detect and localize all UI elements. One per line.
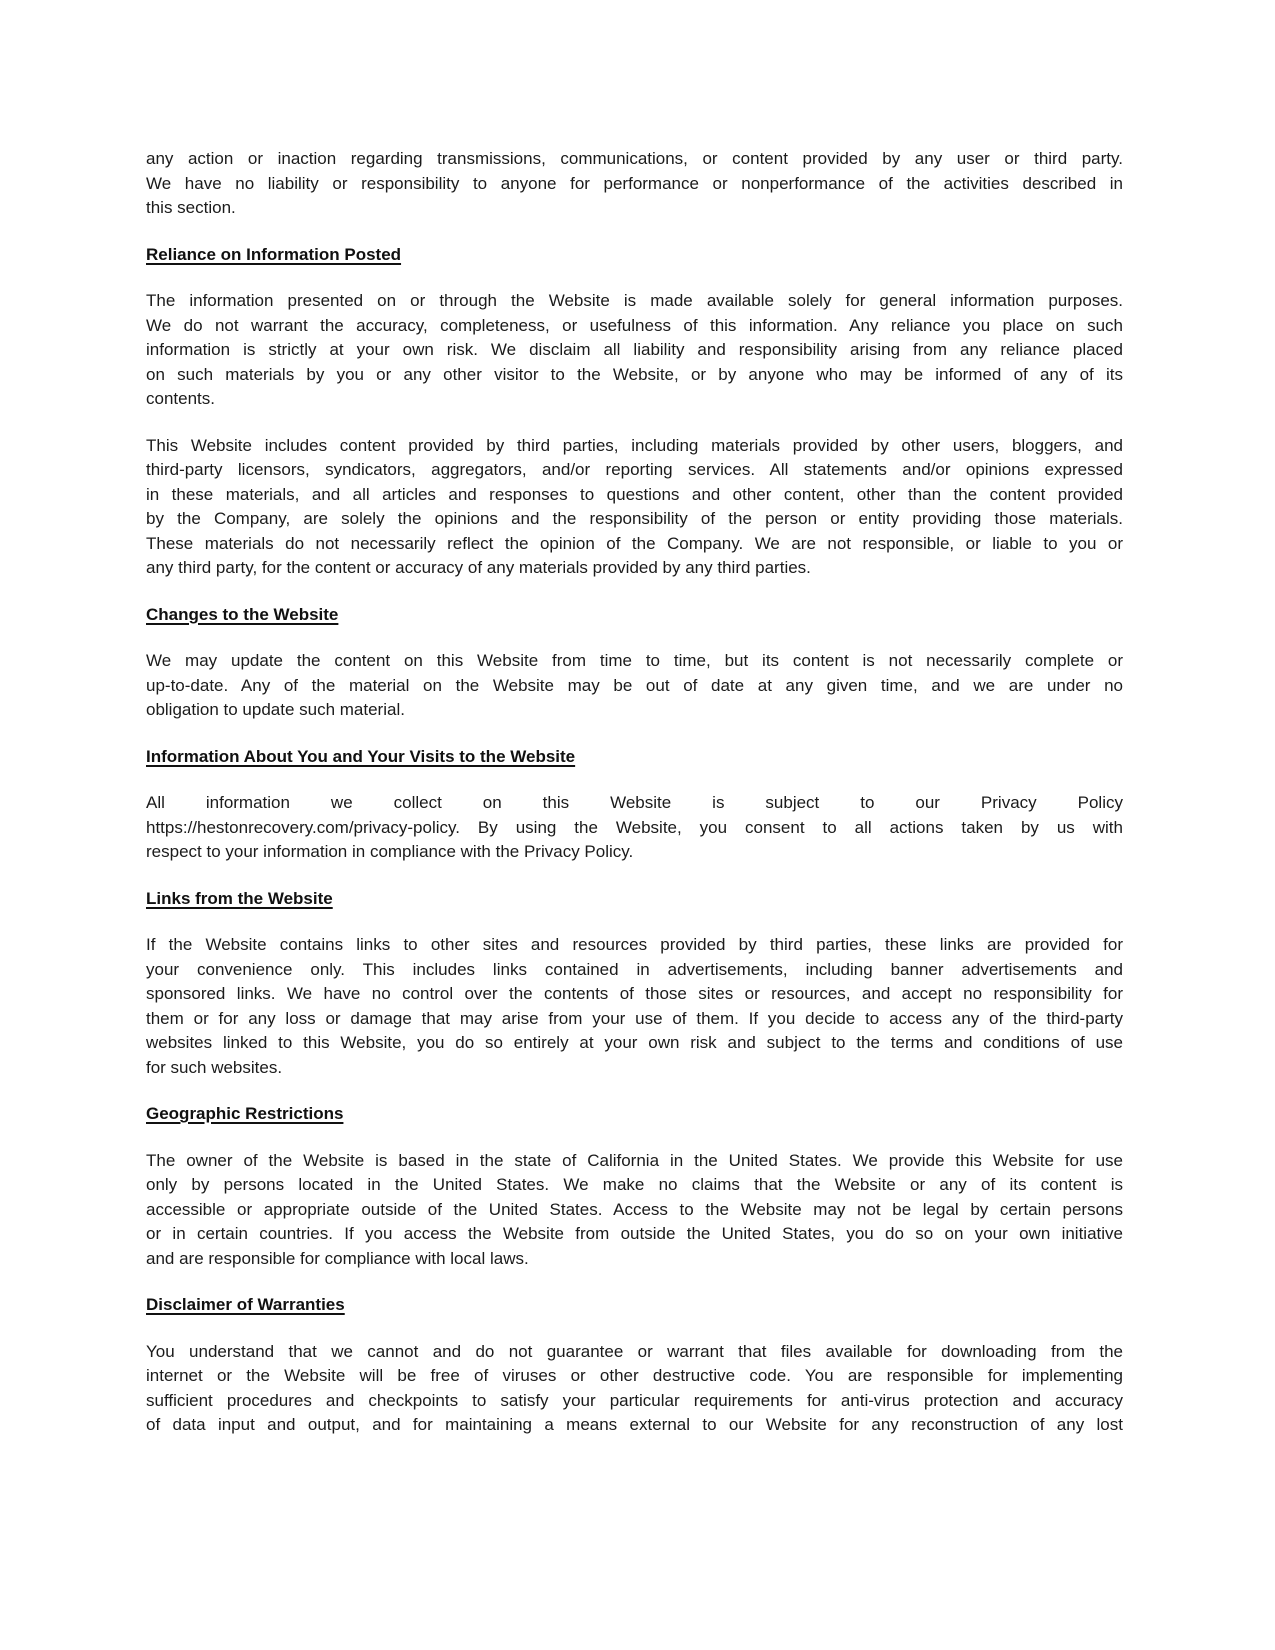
paragraph	[146, 147, 1123, 221]
text-line: internet or the Website will be free of viruses or other destructive code. You are responsible for implementing	[146, 1366, 1123, 1385]
text-line: this section.	[146, 198, 236, 217]
text-line: We have no liability or responsibility to anyone for performance or nonperformance of the activities described in	[146, 173, 1123, 193]
text-line: of data input and output, and for maintaining a means external to our Website for any reconstruction of any lost	[146, 1415, 1123, 1434]
text-line: on such materials by you or any other visitor to the Website, or by anyone who may be informed of any of its	[146, 364, 1123, 384]
text-line: accessible or appropriate outside of the United States. Access to the Website may not be legal by certain persons	[146, 1199, 1123, 1219]
text-line: obligation to update such material.	[146, 700, 405, 719]
text-line: any action or inaction regarding transmissions, communications, or content provided by any user or third party.	[146, 149, 1123, 168]
section-heading-disclaimer-of-warranties: Disclaimer of Warranties	[146, 1295, 345, 1314]
section-heading-changes-to-the-website: Changes to the Website	[146, 604, 339, 624]
text-line: only by persons located in the United States. We make no claims that the Website or any of its content is	[146, 1175, 1123, 1194]
text-line: This Website includes content provided by third parties, including materials provided by other users, bloggers, and	[146, 435, 1123, 455]
text-line: or in certain countries. If you access the Website from outside the United States, you do so on your own initiative	[146, 1224, 1123, 1243]
text-line: websites linked to this Website, you do so entirely at your own risk and subject to the terms and conditions of use	[146, 1033, 1123, 1052]
text-line: by the Company, are solely the opinions and the responsibility of the person or entity providing those materials.	[146, 509, 1123, 528]
text-line: sponsored links. We have no control over the contents of those sites or resources, and accept no responsibility for	[146, 984, 1123, 1003]
text-line: in these materials, and all articles and responses to questions and other content, other than the content provided	[146, 484, 1123, 504]
text-line: https://hestonrecovery.com/privacy-policy. By using the Website, you consent to all actions taken by us with	[146, 817, 1123, 837]
text-line: sufficient procedures and checkpoints to satisfy your particular requirements for anti-virus protection and accuracy	[146, 1390, 1123, 1410]
text-line: information is strictly at your own risk. We disclaim all liability and responsibility arising from any reliance placed	[146, 340, 1123, 359]
text-line: respect to your information in compliance with the Privacy Policy.	[146, 842, 634, 861]
section-heading-information-about-you-and-your-visits-to-the-website: Information About You and Your Visits to the Website	[146, 746, 576, 766]
text-line: These materials do not necessarily reflect the opinion of the Company. We are not responsible, or liable to you or	[146, 533, 1123, 553]
paragraph	[146, 1149, 1123, 1272]
text-line: We may update the content on this Website from time to time, but its content is not necessarily complete or	[146, 651, 1123, 670]
paragraph	[146, 289, 1123, 412]
text-line: any third party, for the content or accuracy of any materials provided by any third parties.	[146, 558, 811, 577]
section-heading-geographic-restrictions: Geographic Restrictions	[146, 1104, 344, 1123]
paragraph	[146, 649, 1123, 723]
text-line: We do not warrant the accuracy, completeness, or usefulness of this information. Any reliance you place on such	[146, 315, 1123, 335]
section-heading-links-from-the-website: Links from the Website	[146, 888, 333, 908]
paragraph	[146, 1340, 1123, 1438]
text-line: You understand that we cannot and do not guarantee or warrant that files available for downloading from the	[146, 1341, 1123, 1361]
text-line: up-to-date. Any of the material on the Website may be out of date at any given time, and we are under no	[146, 675, 1123, 695]
text-line: If the Website contains links to other sites and resources provided by third parties, these links are provided for	[146, 935, 1123, 954]
text-line: your convenience only. This includes links contained in advertisements, including banner advertisements and	[146, 959, 1123, 979]
text-line: third-party licensors, syndicators, aggregators, and/or reporting services. All statements and/or opinions expressed	[146, 460, 1123, 479]
paragraph	[146, 434, 1123, 581]
text-line: for such websites.	[146, 1057, 283, 1077]
text-line: contents.	[146, 389, 215, 408]
text-line: them or for any loss or damage that may arise from your use of them. If you decide to access any of the third-party	[146, 1008, 1123, 1028]
paragraph	[146, 933, 1123, 1080]
text-line: The owner of the Website is based in the state of California in the United States. We provide this Website for use	[146, 1150, 1123, 1170]
paragraph	[146, 791, 1123, 865]
document-content	[146, 147, 1123, 1460]
text-line: The information presented on or through the Website is made available solely for general information purposes.	[146, 291, 1123, 310]
section-heading-reliance-on-information-posted: Reliance on Information Posted	[146, 244, 402, 264]
text-line: and are responsible for compliance with local laws.	[146, 1248, 529, 1268]
text-line: All information we collect on this Website is subject to our Privacy Policy	[146, 793, 1123, 812]
